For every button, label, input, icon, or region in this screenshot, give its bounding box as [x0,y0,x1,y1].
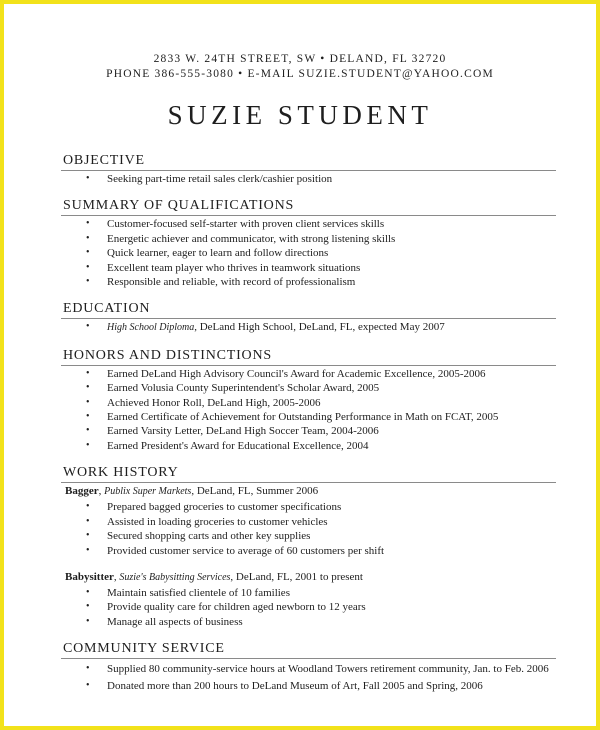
job-title: Bagger [65,485,99,498]
list-item: • Earned Certificate of Achievement for Outstanding Performance in Math on FCAT, 2005 [61,410,556,424]
employer-name: Publix Super Markets [104,486,192,498]
list-item: • Manage all aspects of business [61,615,556,629]
job-duties-list [61,500,556,558]
work-heading: WORK HISTORY [61,465,556,483]
objective-section [61,153,556,186]
degree-name: High School Diploma [107,322,195,334]
list-item: • Earned DeLand High Advisory Council's Award for Academic Excellence, 2005-2006 [61,367,556,381]
education-section [61,301,556,335]
honors-section [61,348,556,453]
list-item: • Supplied 80 community-service hours at Woodland Towers retirement community, Jan. to Feb. 2006 [61,662,556,676]
work-section [61,465,556,629]
list-item: • Secured shopping carts and other key supplies [61,529,556,543]
list-item: • Prepared bagged groceries to customer specifications [61,500,556,514]
list-item: • Achieved Honor Roll, DeLand High, 2005-2006 [61,396,556,410]
list-item: • Earned Volusia County Superintendent's Scholar Award, 2005 [61,381,556,395]
list-item: • Assisted in loading groceries to customer vehicles [61,515,556,529]
community-section [61,641,556,693]
education-list [61,320,556,335]
honors-list [61,367,556,453]
job-title: Babysitter [65,570,114,583]
education-heading: EDUCATION [61,301,556,319]
objective-heading: OBJECTIVE [61,153,556,171]
school-detail: , DeLand High School, DeLand, FL, expected May 2007 [194,321,445,334]
list-item: • Energetic achiever and communicator, with strong listening skills [61,232,556,246]
employer-name: Suzie's Babysitting Services [119,571,231,583]
list-item: • Excellent team player who thrives in teamwork situations [61,261,556,275]
qualifications-heading: SUMMARY OF QUALIFICATIONS [61,198,556,216]
list-item: • Seeking part-time retail sales clerk/cashier position [61,172,556,186]
list-item: • Customer-focused self-starter with proven client services skills [61,217,556,231]
job-detail: , DeLand, FL, Summer 2006 [191,485,319,498]
job-title-line: Bagger, Publix Super Markets, DeLand, FL, Summer 2006 [65,485,319,498]
job-duties-list [61,586,556,629]
list-item: • Provided customer service to average of 60 customers per shift [61,544,556,558]
candidate-name: SUZIE STUDENT [167,100,433,130]
phone-email-line: PHONE 386-555-3080 • E-MAIL SUZIE.STUDENT@YAHOO.COM [106,68,494,80]
list-item: • Maintain satisfied clientele of 10 families [61,586,556,600]
job-title-line: Babysitter, Suzie's Babysitting Services, DeLand, FL, 2001 to present [65,570,363,583]
qualifications-list [61,217,556,289]
list-item [61,320,556,335]
job-detail: , DeLand, FL, 2001 to present [230,570,363,583]
contact-block [4,52,596,82]
community-list [61,662,556,693]
list-item: • Quick learner, eager to learn and follow directions [61,246,556,260]
honors-heading: HONORS AND DISTINCTIONS [61,348,556,366]
list-item: • Responsible and reliable, with record of professionalism [61,275,556,289]
objective-list [61,172,556,186]
list-item: • Earned President's Award for Educational Excellence, 2004 [61,439,556,453]
list-item: • Earned Varsity Letter, DeLand High Soccer Team, 2004-2006 [61,424,556,438]
community-heading: COMMUNITY SERVICE [61,641,556,659]
list-item: • Provide quality care for children aged newborn to 12 years [61,600,556,614]
qualifications-section [61,198,556,289]
resume-page [4,4,596,726]
list-item: • Donated more than 200 hours to DeLand Museum of Art, Fall 2005 and Spring, 2006 [61,679,556,693]
address-line: 2833 W. 24TH STREET, SW • DELAND, FL 32720 [153,53,447,65]
